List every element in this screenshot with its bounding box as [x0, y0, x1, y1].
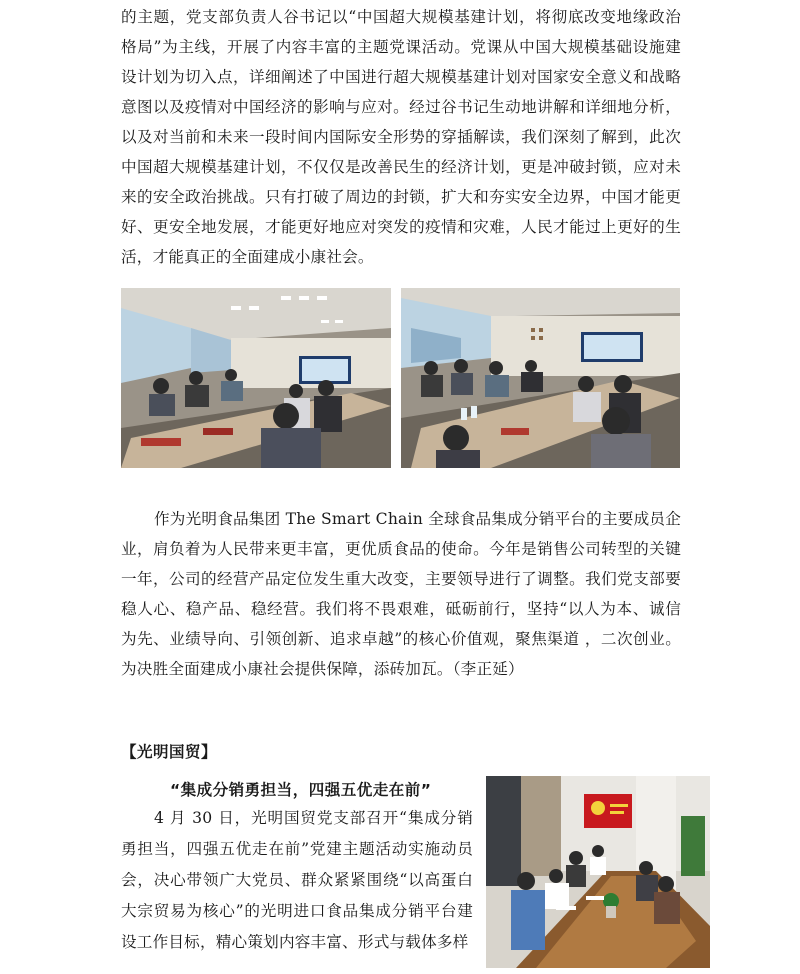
article-title: “集成分销勇担当，四强五优走在前” — [170, 781, 432, 799]
meeting-photo-right — [401, 288, 680, 468]
paragraph-guangming-trade: 4 月 30 日，光明国贸党支部召开“集成分销勇担当，四强五优走在前”党建主题活动实施动员会，决心带领广大党员、群众紧紧围绕“以高蛋白大宗贸易为核心”的光明进口食品集成分销平台建设工作目标，精心策划内容丰富、形式与载体多样 — [121, 809, 473, 951]
meeting-photo-guangming-trade — [486, 776, 710, 968]
party-meeting-image — [486, 776, 710, 968]
paragraph-smart-chain: 作为光明食品集团 The Smart Chain 全球食品集成分销平台的主要成员企业，肩负着为人民带来更丰富，更优质食品的使命。今年是销售公司转型的关键一年，公司的经营产品定位发生重大改变，主要领导进行了调整。我们党支部要稳人心、稳产品、稳经营。我们将不畏艰难，砥砺前行，坚持“以人为本、诚信为先、业绩导向、引领创新、追求卓越”的核心价值观，聚焦渠道 ，二次创业。为决胜全面建成小康社会提供保障，添砖加瓦。（李正延） — [121, 510, 681, 678]
paragraph-party-lecture: 的主题，党支部负责人谷书记以“中国超大规模基建计划，将彻底改变地缘政治格局”为主线，开展了内容丰富的主题党课活动。党课从中国大规模基础设施建设计划为切入点，详细阐述了中国进行超大规模基建计划对国家安全意义和战略意图以及疫情对中国经济的影响与应对。经过谷书记生动地讲解和详细地分析，以及对当前和未来一段时间内国际安全形势的穿插解读，我们深刻了解到，此次中国超大规模基建计划，不仅仅是改善民生的经济计划，更是冲破封锁，应对未来的安全政治挑战。只有打破了周边的封锁，扩大和夯实安全边界，中国才能更好、更安全地发展，才能更好地应对突发的疫情和灾难，人民才能过上更好的生活，才能真正的全面建成小康社会。 — [121, 8, 681, 266]
meeting-room-image-left — [121, 288, 391, 468]
section-label: 【光明国贸】 — [121, 743, 218, 761]
meeting-room-image-right — [401, 288, 680, 468]
meeting-photo-left — [121, 288, 391, 468]
